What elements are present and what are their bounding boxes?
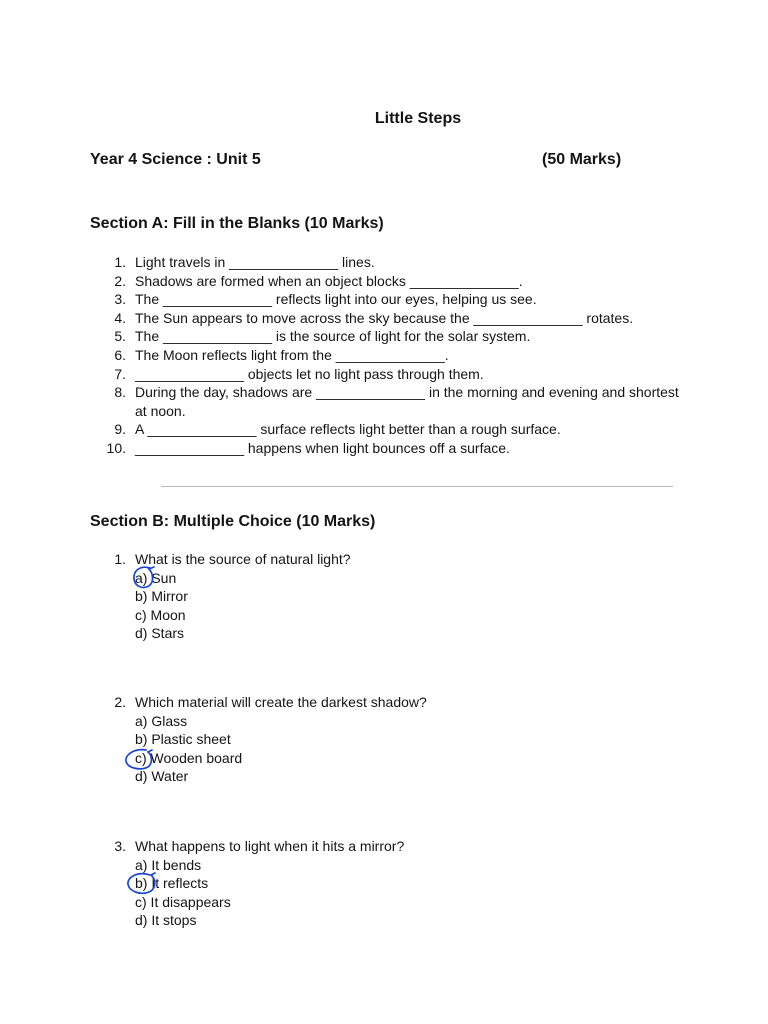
item-text: The Moon reflects light from the ______________. [135, 346, 449, 363]
list-item [0, 365, 680, 384]
item-text: The ______________ is the source of light for the solar system. [135, 328, 531, 345]
option-d: d) Stars [135, 625, 185, 642]
option-b: b) Mirror [135, 588, 188, 605]
item-text: ______________ happens when light bounces off a surface. [135, 439, 510, 456]
question-number: 3. [114, 838, 126, 854]
section-divider [161, 486, 673, 487]
item-number: 1. [114, 254, 126, 270]
mcq-question-1 [0, 550, 768, 643]
answer-circle-mark [124, 870, 160, 898]
list-item [0, 290, 680, 309]
item-number: 6. [114, 346, 126, 363]
question-number: 1. [114, 551, 126, 567]
section-b-heading: Section B: Multiple Choice (10 Marks) [90, 513, 376, 530]
list-item [0, 309, 680, 328]
item-number: 10. [106, 439, 126, 456]
question-line [0, 837, 768, 856]
item-number: 9. [114, 421, 126, 438]
list-item [0, 420, 680, 439]
item-number: 3. [114, 291, 126, 308]
question-text: Which material will create the darkest shadow? [135, 694, 427, 710]
item-number: 5. [114, 328, 126, 345]
option-b: b) Plastic sheet [135, 731, 231, 748]
mcq-question-3 [0, 837, 768, 930]
item-number: 7. [114, 365, 126, 382]
option-a: a) It bends [135, 856, 202, 873]
option-c: c) Wooden board [135, 749, 243, 766]
worksheet-title: Little Steps [374, 110, 462, 127]
option-d: d) Water [135, 768, 189, 785]
list-item [0, 383, 680, 420]
list-item [0, 327, 680, 346]
fill-in-blanks-list [0, 253, 768, 458]
item-text: Shadows are formed when an object blocks ______________. [135, 272, 523, 289]
question-line [0, 550, 768, 569]
option-d: d) It stops [135, 912, 197, 929]
item-text: During the day, shadows are ______________ in the morning and evening and shortest at noon. [135, 384, 679, 419]
item-number: 8. [114, 384, 126, 401]
item-text: Light travels in ______________ lines. [135, 254, 375, 270]
question-line [0, 693, 768, 712]
option-b: b) It reflects [135, 875, 209, 892]
question-text: What happens to light when it hits a mirror? [135, 838, 405, 854]
item-number: 2. [114, 272, 126, 289]
item-text: The ______________ reflects light into our eyes, helping us see. [135, 291, 537, 308]
list-item [0, 346, 680, 365]
item-text: ______________ objects let no light pass through them. [135, 365, 484, 382]
item-number: 4. [114, 309, 126, 326]
list-item [0, 272, 680, 291]
option-c: c) Moon [135, 606, 186, 623]
item-text: The Sun appears to move across the sky because the ______________ rotates. [135, 309, 634, 326]
option-a: a) Glass [135, 712, 188, 729]
list-item [0, 253, 680, 272]
answer-circle-mark [128, 563, 158, 593]
question-number: 2. [114, 694, 126, 710]
answer-circle-mark [122, 747, 158, 773]
item-text: A ______________ surface reflects light better than a rough surface. [135, 421, 561, 438]
total-marks: (50 Marks) [542, 151, 622, 168]
option-c: c) It disappears [135, 893, 231, 910]
mcq-question-2 [0, 693, 768, 786]
list-item [0, 439, 680, 458]
option-a: a) Sun [135, 569, 177, 586]
section-a-heading: Section A: Fill in the Blanks (10 Marks) [90, 215, 384, 232]
question-text: What is the source of natural light? [135, 551, 351, 567]
subject-unit: Year 4 Science : Unit 5 [90, 151, 261, 168]
